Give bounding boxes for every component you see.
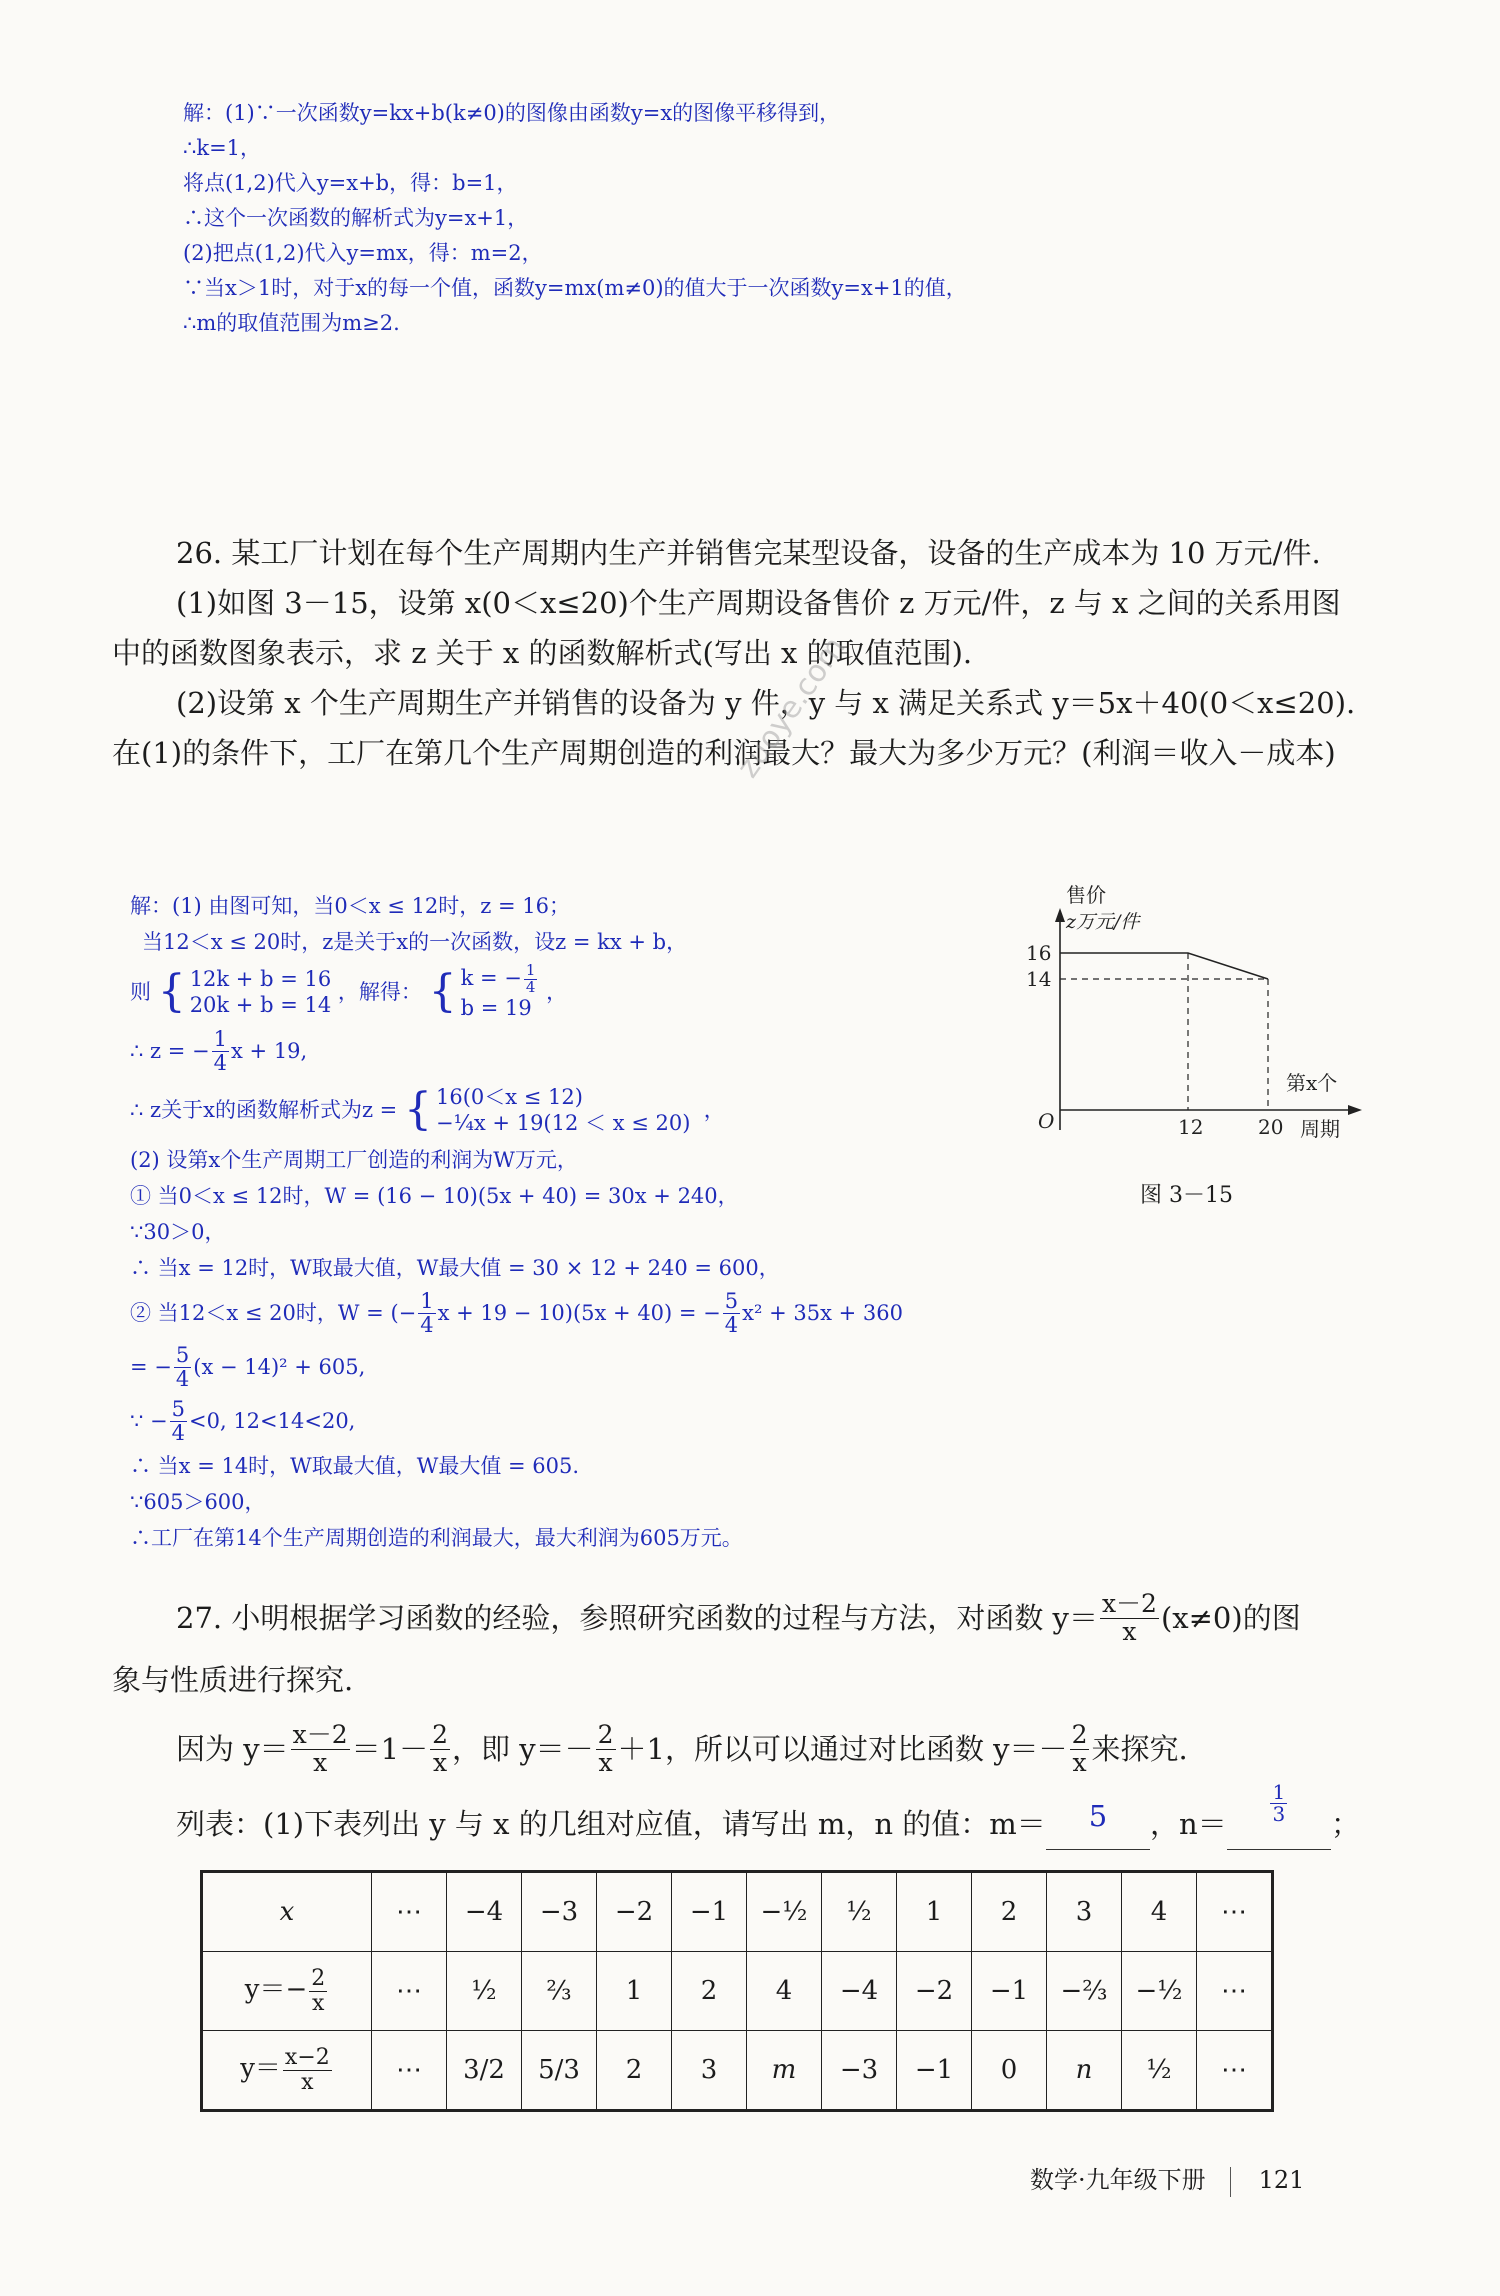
frac-den: 4 [420, 1312, 434, 1337]
sol26-text: <0, 12<14<20, [189, 1409, 356, 1433]
label-text: y＝ [240, 2054, 281, 2084]
table-cell: −½ [747, 1872, 822, 1952]
solution-26 [130, 888, 1030, 1556]
y-tick-14: 14 [1026, 967, 1052, 991]
frac-den: x [598, 1747, 613, 1777]
equation: 20k + b = 14 [189, 993, 332, 1017]
frac-den: x [301, 2069, 314, 2095]
frac-den: 4 [171, 1420, 186, 1445]
table-cell: ⅔ [522, 1952, 597, 2031]
q27-text: 来探究. [1091, 1732, 1188, 1766]
sol26-text: = − [130, 1355, 172, 1379]
q27-text: ，即 y＝－ [451, 1732, 594, 1766]
solution-25 [183, 96, 967, 341]
q26-part2: (2)设第 x 个生产周期生产并销售的设备为 y 件，y 与 x 满足关系式 y＝5x＋40(0＜x≤20). 在(1)的条件下，工厂在第几个生产周期创造的利润最大？最大为多少万元？(利润＝收入－成本) [112, 686, 1356, 770]
table-cell: −½ [1122, 1952, 1197, 2031]
sol26-text: ， [703, 1098, 725, 1122]
table-cell: ½ [447, 1952, 522, 2031]
q27-line [112, 1780, 1360, 1859]
frac-den: x [312, 1990, 325, 2016]
equation: k = − [460, 965, 522, 990]
frac-den: 4 [175, 1366, 190, 1391]
table-row-label [202, 2031, 372, 2111]
book-title: 数学·九年级下册 [1030, 2166, 1206, 2194]
table-cell: −3 [822, 2031, 897, 2111]
frac-den: x [313, 1747, 328, 1777]
sol26-line [130, 1340, 1030, 1394]
x-axis-arrow [1348, 1105, 1362, 1115]
frac-den: 3 [1272, 1802, 1286, 1826]
table-cell: −3 [522, 1872, 597, 1952]
piece: 16(0＜x ≤ 12) [435, 1085, 583, 1109]
table-cell: 3 [672, 2031, 747, 2111]
table-cell: 3 [1047, 1872, 1122, 1952]
frac-den: 4 [525, 977, 536, 996]
page-number: 121 [1258, 2166, 1305, 2194]
frac-den: x [1072, 1747, 1087, 1777]
frac-num: 1 [525, 960, 536, 979]
y-tick-16: 16 [1026, 941, 1052, 965]
equation: 12k + b = 16 [189, 967, 332, 991]
frac-num: 5 [724, 1289, 739, 1314]
frac-den: x [432, 1747, 448, 1777]
table-cell: n [1047, 2031, 1122, 2111]
table-cell: ⋯ [372, 1952, 447, 2031]
label-text: y＝− [244, 1975, 308, 2005]
table-cell: −2 [897, 1952, 972, 2031]
frac-num: 5 [175, 1343, 190, 1368]
sol26-text: x + 19 − 10)(5x + 40) = − [437, 1301, 721, 1325]
sol26-line: 解：(1) 由图可知，当0＜x ≤ 12时，z = 16； [130, 894, 571, 918]
table-cell: −4 [822, 1952, 897, 2031]
table-cell: ⋯ [372, 2031, 447, 2111]
frac-den: 4 [213, 1050, 228, 1075]
watermark: zuoye.com [730, 630, 853, 785]
sol26-text: ∵ − [130, 1409, 168, 1433]
q27-text: 27. 小明根据学习函数的经验，参照研究函数的过程与方法，对函数 y＝ [176, 1601, 1098, 1635]
table-row [202, 2031, 1273, 2111]
table-cell: 5/3 [522, 2031, 597, 2111]
table-cell: 4 [747, 1952, 822, 2031]
figure-caption: 图 3－15 [1140, 1183, 1233, 1208]
q27-text: (x≠0)的图 [1160, 1601, 1301, 1635]
sol26-system-line [130, 960, 1030, 1024]
sol26-text: (x − 14)² + 605, [193, 1355, 366, 1379]
sol26-line: (2) 设第x个生产周期工厂创造的利润为W万元， [130, 1148, 578, 1172]
answer-m: 5 [1088, 1798, 1108, 1833]
table-cell: ⋯ [372, 1872, 447, 1952]
sol25-line: 解：(1)∵一次函数y=kx+b(k≠0)的图像由函数y=x的图像平移得到， [183, 101, 841, 125]
table-cell: m [747, 2031, 822, 2111]
table-cell: −1 [897, 2031, 972, 2111]
frac-num: 2 [432, 1720, 448, 1750]
x-label: 第x个 [1286, 1071, 1338, 1095]
frac-num: 1 [213, 1027, 228, 1052]
sol26-line [130, 1394, 1030, 1448]
table-cell: ½ [822, 1872, 897, 1952]
page-footer [1030, 2160, 1304, 2197]
answer-blank-m[interactable] [1046, 1799, 1150, 1850]
question-26 [112, 528, 1360, 778]
equation-system: { 12k + b = 16 20k + b = 14 [157, 966, 332, 1017]
sol25-line: ∵当x＞1时，对于x的每一个值，函数y=mx(m≠0)的值大于一次函数y=x+1的值， [183, 276, 967, 300]
sol26-line: ∴ 当x = 14时，W取最大值，W最大值 = 605. [130, 1454, 580, 1478]
table-cell: ⋯ [1197, 1952, 1273, 2031]
frac-num: 1 [1272, 1780, 1286, 1804]
table-cell: 1 [597, 1952, 672, 2031]
table-cell: 3/2 [447, 2031, 522, 2111]
sol25-line: ∴m的取值范围为m≥2. [183, 311, 400, 335]
sol26-line: ∴ 当x = 12时，W取最大值，W最大值 = 30 × 12 + 240 = 600， [130, 1256, 780, 1280]
sol26-text: ② 当12＜x ≤ 20时，W = (− [130, 1301, 417, 1325]
answer-blank-n[interactable] [1227, 1780, 1331, 1850]
y-label: z万元/件 [1066, 911, 1140, 933]
piecewise: { 16(0＜x ≤ 12) −¼x + 19(12 ＜ x ≤ 20) [403, 1084, 691, 1135]
sol26-line: ① 当0＜x ≤ 12时，W = (16 − 10)(5x + 40) = 30x + 240， [130, 1184, 739, 1208]
q27-text: ； [1330, 1807, 1360, 1841]
y-label: 售价 [1066, 883, 1106, 907]
price-line [1060, 953, 1268, 979]
frac-den: x [1122, 1616, 1137, 1646]
sol26-text: x + 19, [231, 1039, 308, 1063]
q27-text: ＝1－ [351, 1732, 429, 1766]
table-cell: ⋯ [1197, 1872, 1273, 1952]
table-row-label [202, 1952, 372, 2031]
table-cell: x [202, 1872, 372, 1952]
table-row [202, 1872, 1273, 1952]
table-cell: 4 [1122, 1872, 1197, 1952]
sol26-line: 当12＜x ≤ 20时，z是关于x的一次函数，设z = kx + b， [142, 930, 688, 954]
equation: b = 19 [460, 996, 532, 1021]
origin-label: O [1038, 1109, 1055, 1133]
sol26-text: ∴ z = − [130, 1039, 210, 1063]
sol26-text: ， [546, 980, 568, 1004]
table-cell: 0 [972, 2031, 1047, 2111]
sol26-text: 则 [130, 980, 151, 1004]
frac-num: 5 [171, 1397, 186, 1422]
sol26-line: ∵30＞0， [130, 1220, 226, 1244]
x-label: 周期 [1300, 1117, 1340, 1141]
value-table [200, 1870, 1274, 2112]
table-cell: −1 [972, 1952, 1047, 2031]
sol26-text: ，解得： [337, 980, 422, 1004]
sol25-line: (2)把点(1,2)代入y=mx，得：m=2， [183, 241, 543, 265]
q27-text: ＋1，所以可以通过对比函数 y＝－ [617, 1732, 1068, 1766]
sol26-piecewise-line [130, 1078, 1030, 1142]
figure-3-15 [1010, 880, 1410, 1160]
table-cell: ⋯ [1197, 2031, 1273, 2111]
table-cell: 1 [897, 1872, 972, 1952]
table-cell: −⅔ [1047, 1952, 1122, 2031]
sol26-line [130, 1024, 1030, 1078]
q27-line: 象与性质进行探究. [112, 1663, 354, 1697]
frac-num: 1 [420, 1289, 434, 1314]
table-cell: 2 [672, 1952, 747, 2031]
frac-den: 4 [724, 1312, 739, 1337]
frac-num: 2 [311, 1966, 326, 1992]
table-cell: −1 [672, 1872, 747, 1952]
table-cell: 2 [972, 1872, 1047, 1952]
frac-num: x－2 [292, 1720, 348, 1750]
sol26-text: x² + 35x + 360 [742, 1301, 903, 1325]
y-axis-arrow [1055, 908, 1065, 922]
x-tick-20: 20 [1258, 1115, 1284, 1139]
sol26-line: ∴工厂在第14个生产周期创造的利润最大，最大利润为605万元。 [130, 1526, 743, 1550]
sol25-line: ∴k=1， [183, 136, 262, 160]
question-27 [112, 1585, 1360, 1859]
table-row [202, 1952, 1273, 2031]
frac-num: 2 [1071, 1720, 1088, 1750]
q26-intro: 26. 某工厂计划在每个生产周期内生产并销售完某型设备，设备的生产成本为 10 万元/件. [176, 536, 1321, 570]
table-cell: 2 [597, 2031, 672, 2111]
sol25-line: 将点(1,2)代入y=x+b，得：b=1， [183, 171, 518, 195]
x-tick-12: 12 [1178, 1115, 1204, 1139]
piece: −¼x + 19(12 ＜ x ≤ 20) [435, 1111, 691, 1135]
q27-text: 因为 y＝ [176, 1732, 289, 1766]
solution-system: { k = − $\frac{1}{4}$ b = 19 [429, 963, 540, 1022]
q27-text: ，n＝ [1150, 1807, 1227, 1841]
q27-text: 列表：(1)下表列出 y 与 x 的几组对应值，请写出 m，n 的值：m＝ [176, 1807, 1046, 1841]
frac-num: 2 [597, 1720, 614, 1750]
sol26-text: ∴ z关于x的函数解析式为z = [130, 1098, 398, 1122]
sol26-line [130, 1286, 1030, 1340]
q27-line [112, 1709, 1360, 1789]
table-cell: −4 [447, 1872, 522, 1952]
frac-num: x−2 [284, 2045, 330, 2071]
q27-line [112, 1585, 1360, 1651]
sol25-line: ∴这个一次函数的解析式为y=x+1， [183, 206, 529, 230]
table-cell: −2 [597, 1872, 672, 1952]
frac-num: x－2 [1101, 1589, 1157, 1619]
q26-part1: (1)如图 3－15，设第 x(0＜x≤20)个生产周期设备售价 z 万元/件，z 与 x 之间的关系用图中的函数图象表示，求 z 关于 x 的函数解析式(写出 x 的取值范围). [112, 586, 1341, 670]
sol26-line: ∵605＞600， [130, 1490, 266, 1514]
table-cell: ½ [1122, 2031, 1197, 2111]
